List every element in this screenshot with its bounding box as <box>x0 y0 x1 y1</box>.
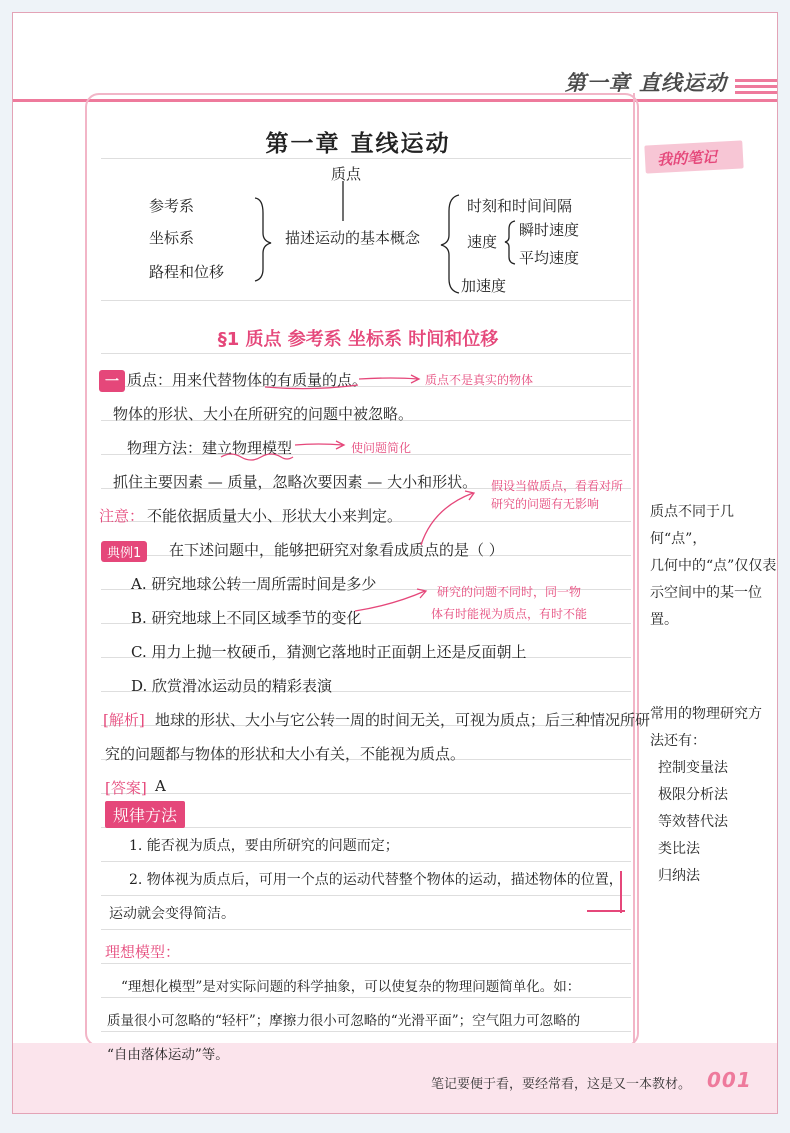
left-brace <box>255 198 271 281</box>
margin-note: 研究的问题不同时，同一物 <box>437 585 582 599</box>
notes-tag-label: 我的笔记 <box>656 147 718 169</box>
ideal-label: 理想模型： <box>105 943 181 961</box>
diagram-right-item: 加速度 <box>461 277 507 295</box>
diagram-right-item: 速度 <box>467 233 498 251</box>
example-badge: 典例1 <box>101 541 147 562</box>
side-note-line: 法还有： <box>650 733 706 749</box>
notebook-page <box>12 12 778 1114</box>
analysis-label: [解析] <box>103 711 145 729</box>
ideal-line: “自由落体运动”等。 <box>107 1047 229 1063</box>
analysis-line: 究的问题都与物体的形状和大小有关，不能视为质点。 <box>105 745 466 763</box>
wavy-underline <box>221 454 293 460</box>
option-a: A. 研究地球公转一周所需时间是多少 <box>131 575 377 593</box>
margin-note: 假设当做质点，看看对所 <box>491 479 624 493</box>
side-note-line: 几何中的“点”仅仅表 <box>650 558 777 574</box>
diagram-center: 描述运动的基本概念 <box>285 229 421 247</box>
header-chapter: 第一章 直线运动 <box>564 71 727 95</box>
analysis-line: 地球的形状、大小与它公转一周的时间无关，可视为质点；后三种情况所研 <box>155 711 651 729</box>
rule-line: 2. 物体视为质点后，可用一个点的运动代替整个物体的运动，描述物体的位置， <box>129 872 623 888</box>
page-number: 001 <box>707 1068 752 1092</box>
side-note-line: 常用的物理研究方 <box>650 706 762 722</box>
rule-line: 1. 能否视为质点，要由所研究的问题而定； <box>129 838 399 854</box>
side-note-line: 示空间中的某一位置。 <box>650 585 762 628</box>
point-badge: 一 <box>99 370 125 392</box>
diagram-left-item: 坐标系 <box>149 229 195 247</box>
right-brace <box>441 195 459 293</box>
diagram-speed-item: 瞬时速度 <box>519 221 580 239</box>
option-b: B. 研究地球上不同区域季节的变化 <box>131 609 362 627</box>
answer-label: [答案] <box>105 779 147 797</box>
ideal-line: “理想化模型”是对实际问题的科学抽象，可以使复杂的物理问题简单化。如： <box>121 979 581 995</box>
diagram-left-item: 路程和位移 <box>149 263 225 281</box>
underline-mark <box>265 385 358 389</box>
diagram-left-item: 参考系 <box>149 197 195 215</box>
arrow-line <box>359 378 418 379</box>
margin-note: 体有时能视为质点，有时不能 <box>431 607 588 621</box>
side-note-line: 质点不同于几何“点”， <box>650 504 734 547</box>
rule-badge: 规律方法 <box>105 801 185 828</box>
margin-note: 研究的问题有无影响 <box>491 497 600 511</box>
method-item: 控制变量法 <box>658 760 728 776</box>
arrow-line <box>421 493 473 545</box>
answer-value: A <box>155 777 166 795</box>
diagram-speed-item: 平均速度 <box>519 249 580 267</box>
section-title: §1 质点 参考系 坐标系 时间和位移 <box>217 329 499 350</box>
option-d: D. 欣赏滑冰运动员的精彩表演 <box>131 677 333 695</box>
speed-brace <box>505 221 515 264</box>
chapter-title: 第一章 直线运动 <box>265 131 451 157</box>
annotation-strokes <box>13 13 778 1114</box>
rule-line: 运动就会变得简洁。 <box>109 906 235 922</box>
attention-text: 不能依据质量大小、形状大小来判定。 <box>147 507 403 525</box>
footer-text: 笔记要便于看，要经常看，这是又一本教材。 <box>431 1077 692 1092</box>
text-line: 物理方法：建立物理模型 <box>127 439 293 457</box>
method-item: 归纳法 <box>658 868 700 884</box>
margin-note: 使问题简化 <box>351 441 412 455</box>
method-item: 极限分析法 <box>658 787 728 803</box>
ideal-line: 质量很小可忽略的“轻杆”；摩擦力很小可忽略的“光滑平面”；空气阻力可忽略的 <box>107 1013 581 1029</box>
diagram-right-item: 时刻和时间间隔 <box>467 197 573 215</box>
method-item: 类比法 <box>658 841 700 857</box>
option-c: C. 用力上抛一枚硬币，猜测它落地时正面朝上还是反面朝上 <box>131 643 527 661</box>
method-item: 等效替代法 <box>658 814 728 830</box>
text-line: 物体的形状、大小在所研究的问题中被忽略。 <box>113 405 414 423</box>
arrow-line <box>355 591 425 611</box>
diagram-top: 质点 <box>331 165 362 183</box>
example-text: 在下述问题中，能够把研究对象看成质点的是（ ） <box>169 541 504 559</box>
attention-label: 注意： <box>99 507 145 525</box>
arrow-line <box>295 444 343 445</box>
margin-note: 质点不是真实的物体 <box>425 373 534 387</box>
text-line: 抓住主要因素 — 质量，忽略次要因素 — 大小和形状。 <box>113 473 478 491</box>
text-line: 质点：用来代替物体的有质量的点。 <box>127 371 368 389</box>
